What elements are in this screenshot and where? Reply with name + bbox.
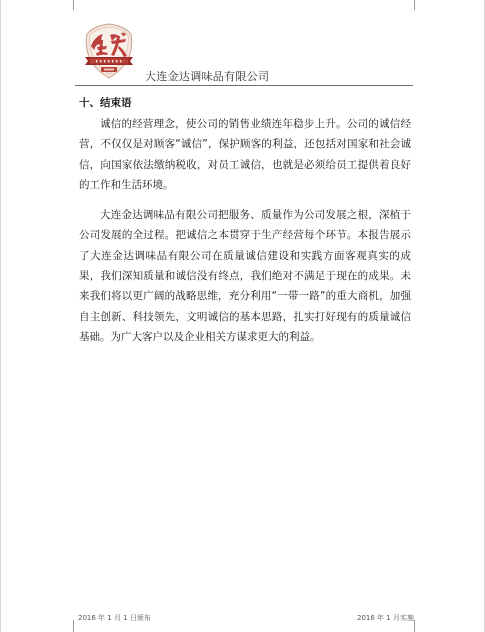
crop-mark-top-left: [61, 0, 74, 10]
paragraph: 大连金达调味品有限公司把服务、质量作为公司发展之根，深植于公司发展的全过程。把诚信之本贯穿于生产经营每个环节。本报告展示了大连金达调味品有限公司在质量诚信建设和实践方面客观真实的成果，我们深知质量和诚信没有终点，我们绝对不满足于现在的成果。未来我们将以更广阔的战略思维，充分利用“一带一路”的重大商机，加强自主创新、科技领先，文明诚信的基本思路，扎实打好现有的质量诚信基础。为广大客户以及企业相关方谋求更大的利益。: [79, 209, 411, 343]
paragraph: 诚信的经营理念，使公司的销售业绩连年稳步上升。公司的诚信经营，不仅仅是对顾客“诚信”，保护顾客的利益，还包括对国家和社会诚信，向国家依法缴纳税收，对员工诚信，也就是必须给员工提供着良好的工作和生活环境。: [79, 118, 411, 191]
footer-issue-date: 2016 年 1 月 1 日颁布: [78, 614, 151, 622]
section-heading: 十、结束语: [79, 97, 132, 109]
header-divider: [75, 85, 413, 86]
crop-mark-top-right: [414, 0, 427, 10]
body-text: [79, 114, 411, 357]
crop-mark-bottom-right: [414, 620, 427, 632]
crop-mark-bottom-left: [61, 620, 74, 632]
footer-effective-date: 2016 年 1 月实施: [357, 614, 414, 622]
company-logo: [81, 22, 137, 80]
jinfa-logo-icon: [81, 22, 137, 80]
header-company-name: 大连金达调味品有限公司: [145, 70, 270, 83]
